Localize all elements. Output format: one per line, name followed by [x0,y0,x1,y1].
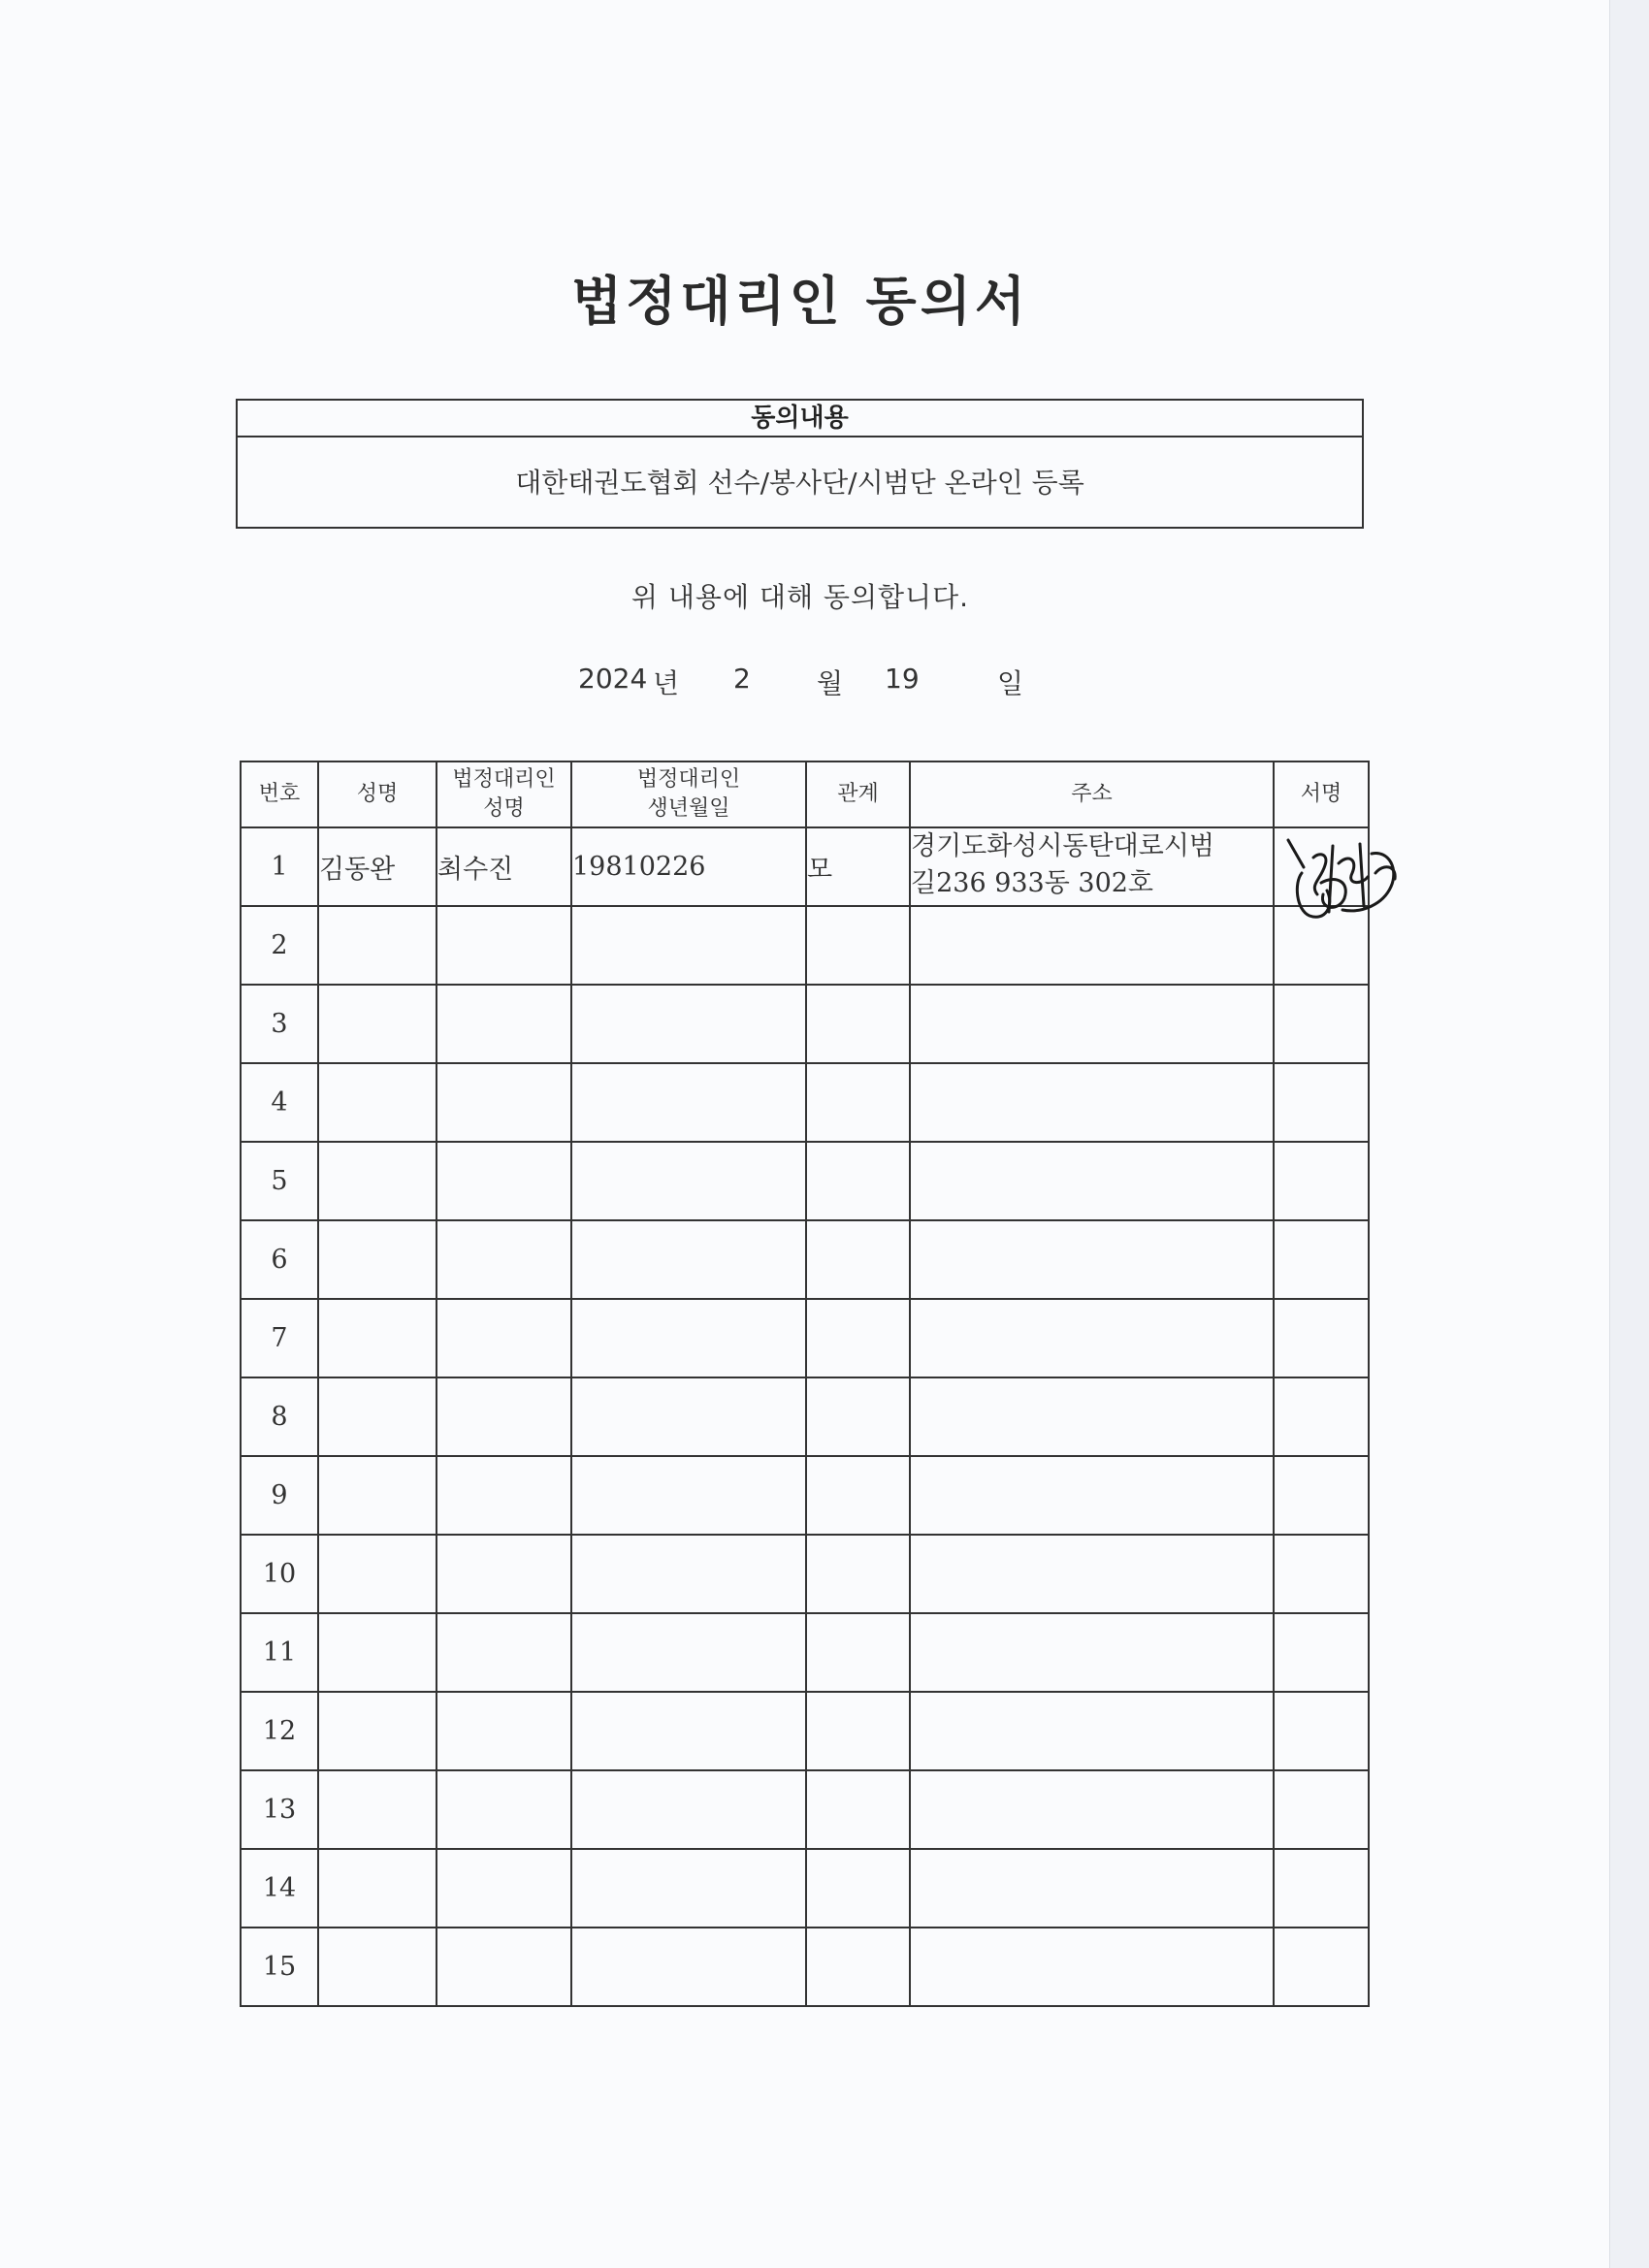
row-number: 2 [241,906,318,985]
date-day-unit: 일 [997,667,1024,699]
header-number: 번호 [241,761,318,827]
header-guardian-birth-line1: 법정대리인 [636,767,741,792]
page-edge [1609,0,1649,2268]
header-guardian-birth-line2: 생년월일 [647,796,730,821]
date-day: 19 [885,663,920,695]
table-row [241,1849,1369,1928]
address-line1: 경기도화성시동탄대로시범 [911,831,1214,861]
date-year: 2024 [578,663,648,695]
row-number: 4 [241,1063,318,1142]
guardian-name: 최수진 [436,827,571,906]
table-row [241,1535,1369,1613]
table-row [241,985,1369,1063]
row-number: 9 [241,1456,318,1535]
row-number: 11 [241,1613,318,1692]
row-number: 7 [241,1299,318,1377]
relation: 모 [806,827,910,906]
date-month-unit: 월 [817,667,844,699]
header-address: 주소 [910,761,1274,827]
table-row [241,1063,1369,1142]
table-row [241,1928,1369,2006]
table-row [241,1613,1369,1692]
date-month: 2 [733,663,751,695]
signature-cell [1274,827,1369,906]
header-signature: 서명 [1274,761,1369,827]
table-row [241,1770,1369,1849]
header-name: 성명 [318,761,436,827]
header-guardian-name [436,761,571,827]
row-number: 14 [241,1849,318,1928]
header-guardian-birth [571,761,806,827]
row-number: 1 [241,827,318,906]
header-guardian-name-line1: 법정대리인 [452,767,556,792]
header-guardian-name-line2: 성명 [483,796,525,821]
date-year-unit: 년 [653,667,680,699]
address [910,827,1274,906]
row-number: 3 [241,985,318,1063]
header-relation: 관계 [806,761,910,827]
document-title: 법정대리인 동의서 [570,271,1030,332]
table-row [241,827,1369,906]
guardian-table [240,761,1370,2007]
guardian-birth: 19810226 [571,827,806,906]
agreement-statement: 위 내용에 대해 동의합니다. [630,581,970,613]
table-header-row [241,761,1369,827]
table-row [241,1377,1369,1456]
address-line2: 길236 933동 302호 [911,868,1154,898]
row-number: 6 [241,1220,318,1299]
row-number: 12 [241,1692,318,1770]
consent-text: 대한태권도협회 선수/봉사단/시범단 온라인 등록 [515,467,1084,499]
table-row [241,1692,1369,1770]
row-number: 8 [241,1377,318,1456]
table-row [241,906,1369,985]
table-row [241,1142,1369,1220]
consent-header: 동의내용 [238,401,1362,437]
row-number: 15 [241,1928,318,2006]
row-number: 5 [241,1142,318,1220]
row-number: 10 [241,1535,318,1613]
table-row [241,1456,1369,1535]
row-number: 13 [241,1770,318,1849]
table-row [241,1299,1369,1377]
table-row [241,1220,1369,1299]
consent-box [236,399,1364,529]
student-name: 김동완 [318,827,436,906]
handwritten-signature [1275,825,1410,931]
